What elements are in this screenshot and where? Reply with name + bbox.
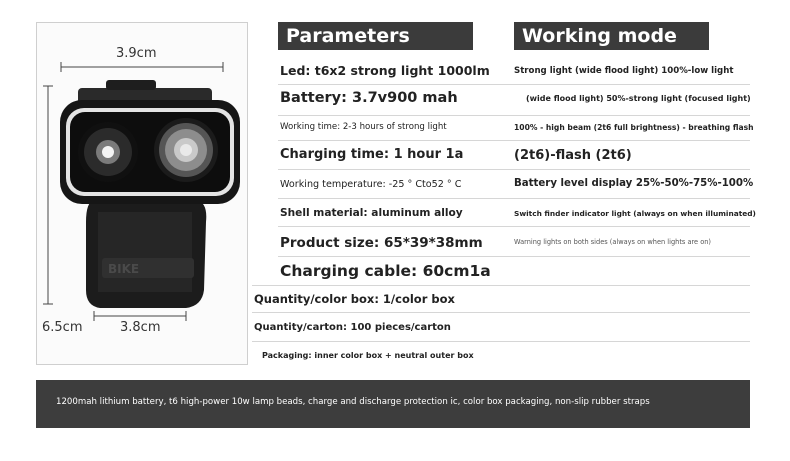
footer-text: 1200mah lithium battery, t6 high-power 10w lamp beads, charge and discharge protection ic, color box packaging, non-slip rubber straps <box>56 397 650 407</box>
param-working-temperature: Working temperature: -25 ° Cto52 ° C <box>280 179 462 190</box>
mode-line-5: Battery level display 25%-50%-75%-100% <box>514 178 754 189</box>
row-divider <box>278 256 750 257</box>
param-quantity-carton: Quantity/carton: 100 pieces/carton <box>254 322 451 333</box>
param-battery: Battery: 3.7v900 mah <box>280 90 458 106</box>
svg-text:BIKE: BIKE <box>108 262 140 276</box>
param-shell-material: Shell material: aluminum alloy <box>280 207 463 219</box>
row-divider <box>278 226 750 227</box>
row-divider <box>278 84 750 85</box>
param-charging-time: Charging time: 1 hour 1a <box>280 147 464 162</box>
mode-line-3: 100% - high beam (2t6 full brightness) - breathing flash <box>514 123 754 132</box>
row-divider <box>278 198 750 199</box>
mode-line-7: Warning lights on both sides (always on when lights are on) <box>514 238 711 246</box>
dimension-depth-label: 3.8cm <box>120 320 161 335</box>
row-divider <box>252 285 750 286</box>
param-packaging: Packaging: inner color box + neutral outer box <box>262 351 474 360</box>
mode-line-1: Strong light (wide flood light) 100%-low light <box>514 66 734 76</box>
param-led: Led: t6x2 strong light 1000lm <box>280 63 490 78</box>
param-product-size: Product size: 65*39*38mm <box>280 235 483 251</box>
dimension-width-label: 3.9cm <box>116 46 157 61</box>
param-charging-cable: Charging cable: 60cm1a <box>280 262 491 280</box>
bike-light-illustration <box>36 22 248 365</box>
row-divider <box>252 312 750 313</box>
mode-line-2: (wide flood light) 50%-strong light (focused light) <box>526 94 751 103</box>
dimension-height-label: 6.5cm <box>42 320 83 335</box>
row-divider <box>278 169 750 170</box>
row-divider <box>252 341 750 342</box>
working-mode-header: Working mode <box>514 22 709 50</box>
param-working-time: Working time: 2-3 hours of strong light <box>280 122 447 132</box>
footer-bar <box>36 380 750 428</box>
row-divider <box>278 140 750 141</box>
mode-line-6: Switch finder indicator light (always on when illuminated) <box>514 209 756 218</box>
row-divider <box>278 115 750 116</box>
parameters-header: Parameters <box>278 22 473 50</box>
param-quantity-color-box: Quantity/color box: 1/color box <box>254 292 455 306</box>
mode-line-4: (2t6)-flash (2t6) <box>514 148 632 163</box>
